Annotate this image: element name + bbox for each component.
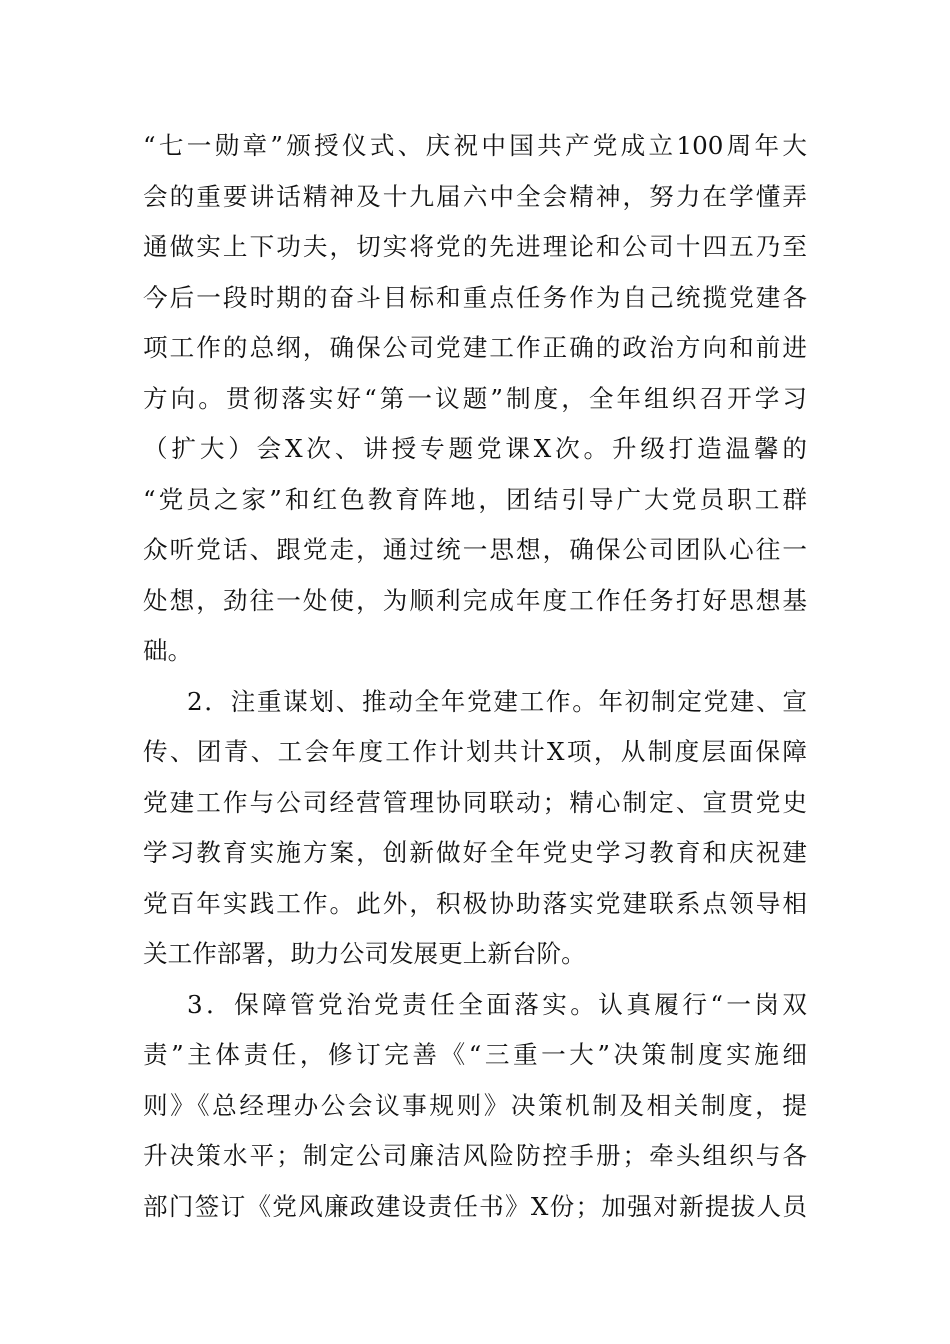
- paragraph-item-2: [143, 677, 807, 980]
- paragraph-intro-continued: [143, 121, 807, 677]
- text-line: 责”主体责任，修订完善《“三重一大”决策制度实施细: [143, 1040, 807, 1069]
- text-line: 项工作的总纲，确保公司党建工作正确的政治方向和前进: [143, 333, 807, 362]
- text-line: （扩大）会X次、讲授专题党课X次。升级打造温馨的: [143, 434, 807, 463]
- document-body: [143, 121, 807, 1232]
- text-line: 础。: [143, 636, 193, 665]
- text-line: 关工作部署，助力公司发展更上新台阶。: [143, 939, 586, 968]
- text-line: 会的重要讲话精神及十九届六中全会精神，努力在学懂弄: [143, 181, 807, 211]
- text-line: 党建工作与公司经营管理协同联动；精心制定、宣贯党史: [143, 787, 807, 817]
- text-line: 则》《总经理办公会议事规则》决策机制及相关制度，提: [143, 1090, 807, 1120]
- text-line: 2．注重谋划、推动全年党建工作。年初制定党建、宣: [187, 686, 807, 716]
- text-line: 众听党话、跟党走，通过统一思想，确保公司团队心往一: [143, 535, 807, 564]
- text-line: 通做实上下功夫，切实将党的先进理论和公司十四五乃至: [143, 232, 807, 261]
- text-line: 学习教育实施方案，创新做好全年党史学习教育和庆祝建: [143, 838, 807, 867]
- text-line: “党员之家”和红色教育阵地，团结引导广大党员职工群: [143, 484, 807, 514]
- text-line: 3．保障管党治党责任全面落实。认真履行“一岗双: [187, 989, 807, 1019]
- text-line: 今后一段时期的奋斗目标和重点任务作为自己统揽党建各: [143, 282, 807, 312]
- text-line: 部门签订《党风廉政建设责任书》X份；加强对新提拔人员: [143, 1191, 807, 1221]
- text-line: “七一勋章”颁授仪式、庆祝中国共产党成立100周年大: [143, 131, 807, 160]
- text-line: 方向。贯彻落实好“第一议题”制度，全年组织召开学习: [143, 383, 807, 413]
- paragraph-item-3: [143, 980, 807, 1233]
- text-line: 升决策水平；制定公司廉洁风险防控手册；牵头组织与各: [143, 1141, 807, 1170]
- text-line: 处想，劲往一处使，为顺利完成年度工作任务打好思想基: [143, 585, 807, 615]
- text-line: 党百年实践工作。此外，积极协助落实党建联系点领导相: [143, 888, 807, 918]
- text-line: 传、团青、工会年度工作计划共计X项，从制度层面保障: [143, 737, 807, 766]
